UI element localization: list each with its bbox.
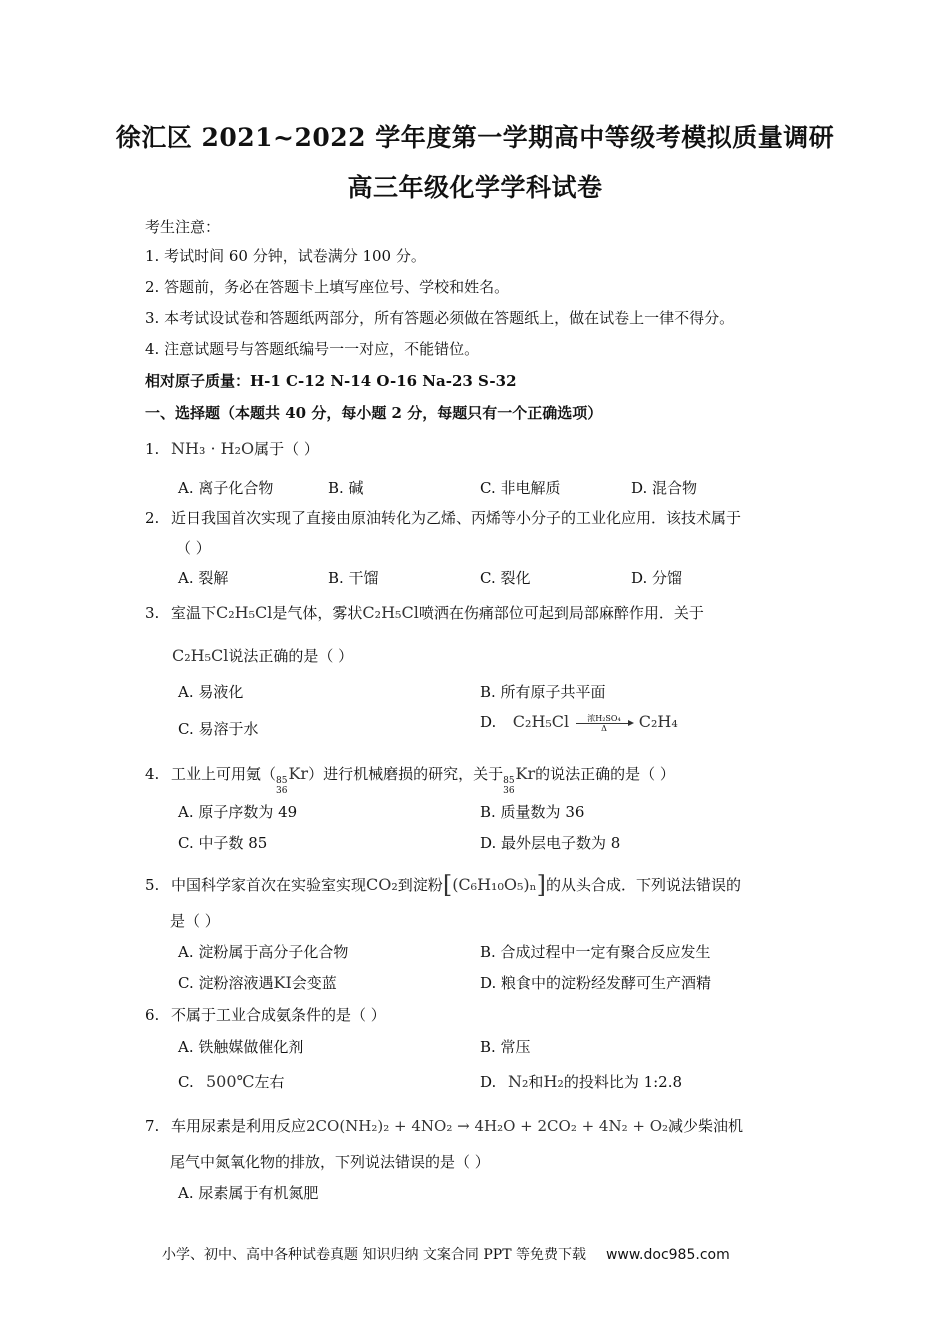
question-number: 3. bbox=[145, 604, 160, 622]
arrow-icon bbox=[576, 723, 632, 724]
formula: (C₆H₁₀O₅)ₙ bbox=[452, 875, 537, 894]
element-symbol: Kr bbox=[515, 764, 536, 783]
option-text: 左右 bbox=[254, 1073, 285, 1091]
question-4 bbox=[145, 763, 675, 796]
notice-item: 2. 答题前，务必在答题卡上填写座位号、学校和姓名。 bbox=[145, 278, 510, 296]
question-number: 7. bbox=[145, 1117, 160, 1135]
option-b: B. 质量数为 36 bbox=[480, 803, 585, 821]
question-stem: 的说法正确的是（ ） bbox=[535, 765, 675, 783]
question-6 bbox=[145, 1004, 386, 1025]
option-a: A. 裂解 bbox=[178, 569, 229, 587]
formula: C₂H₅Cl bbox=[512, 712, 570, 731]
option-c: C. 易溶于水 bbox=[178, 720, 259, 738]
option-text: 的投料比为 1:2.8 bbox=[563, 1073, 683, 1091]
formula: H₂ bbox=[543, 1072, 564, 1091]
reaction-equation: 2CO(NH₂)₂ + 4NO₂ → 4H₂O + 2CO₂ + 4N₂ + O₂ bbox=[306, 1117, 669, 1135]
option-b: B. 常压 bbox=[480, 1038, 531, 1056]
question-number: 1. bbox=[145, 440, 160, 458]
option-a: A. 淀粉属于高分子化合物 bbox=[178, 943, 349, 961]
exam-title-line2: 高三年级化学学科试卷 bbox=[347, 173, 603, 202]
formula: C₂H₄ bbox=[638, 712, 678, 731]
option-label: D. bbox=[480, 713, 497, 731]
option-d: D. 分馏 bbox=[631, 569, 683, 587]
isotope-notation bbox=[276, 776, 287, 796]
question-stem: 属于（ ） bbox=[254, 440, 319, 458]
question-stem: 室温下 bbox=[171, 604, 217, 622]
atomic-number: 36 bbox=[503, 786, 515, 796]
section-heading: 一、选择题（本题共 40 分，每小题 2 分，每题只有一个正确选项） bbox=[145, 404, 603, 422]
question-3 bbox=[145, 602, 704, 623]
option-a: A. 离子化合物 bbox=[178, 479, 274, 497]
arrow-condition-top: 浓H₂SO₄ bbox=[587, 713, 621, 723]
question-number: 4. bbox=[145, 765, 160, 783]
option-text: 会变蓝 bbox=[291, 974, 337, 992]
option-label: D. bbox=[480, 1073, 497, 1091]
formula: CO₂ bbox=[366, 875, 398, 894]
option-d: D. 混合物 bbox=[631, 479, 698, 497]
option-b: B. 合成过程中一定有聚合反应发生 bbox=[480, 943, 711, 961]
option-text: C. 淀粉溶液遇 bbox=[178, 974, 274, 992]
option-d bbox=[480, 1071, 682, 1092]
notice-item: 3. 本考试设试卷和答题纸两部分，所有答题必须做在答题纸上，做在试卷上一律不得分。 bbox=[145, 309, 735, 327]
question-7 bbox=[145, 1115, 743, 1136]
question-5 bbox=[145, 871, 741, 899]
option-b: B. 干馏 bbox=[328, 569, 379, 587]
question-stem: 车用尿素是利用反应 bbox=[171, 1117, 307, 1135]
option-a: A. 易液化 bbox=[178, 683, 244, 701]
option-c bbox=[178, 972, 337, 993]
element-symbol: Kr bbox=[288, 764, 309, 783]
option-c: C. 非电解质 bbox=[480, 479, 561, 497]
option-b: B. 所有原子共平面 bbox=[480, 683, 606, 701]
question-stem-cont: 尾气中氮氧化物的排放，下列说法错误的是（ ） bbox=[170, 1153, 490, 1171]
formula: C₂H₅Cl bbox=[362, 603, 419, 622]
question-stem: 不属于工业合成氨条件的是（ ） bbox=[171, 1006, 386, 1024]
option-d: D. 最外层电子数为 8 bbox=[480, 834, 621, 852]
question-stem: 近日我国首次实现了直接由原油转化为乙烯、丙烯等小分子的工业化应用．该技术属于 bbox=[171, 509, 742, 527]
notice-item: 1. 考试时间 60 分钟，试卷满分 100 分。 bbox=[145, 247, 426, 265]
question-stem: ）进行机械磨损的研究，关于 bbox=[308, 765, 504, 783]
footer-text: 小学、初中、高中各种试卷真题 知识归纳 文案合同 PPT 等免费下载 bbox=[162, 1247, 586, 1263]
formula: NH₃ · H₂O bbox=[171, 439, 255, 458]
notice-item: 4. 注意试题号与答题纸编号一一对应，不能错位。 bbox=[145, 340, 480, 358]
question-stem-cont: 是（ ） bbox=[170, 912, 220, 930]
question-number: 2. bbox=[145, 509, 160, 527]
formula: N₂ bbox=[508, 1072, 529, 1091]
option-c bbox=[178, 1071, 284, 1092]
formula: C₂H₅Cl bbox=[172, 646, 229, 665]
arrow-condition-bottom: Δ bbox=[601, 723, 607, 733]
question-stem: 减少柴油机 bbox=[668, 1117, 744, 1135]
option-d bbox=[480, 712, 678, 733]
page-footer bbox=[162, 1244, 730, 1264]
atomic-number: 36 bbox=[276, 786, 288, 796]
formula: 500℃ bbox=[206, 1072, 255, 1091]
notice-heading: 考生注意： bbox=[145, 218, 221, 236]
question-stem: 是气体，雾状 bbox=[272, 604, 363, 622]
mass-number: 85 bbox=[276, 776, 288, 786]
question-stem: 的从头合成．下列说法错误的 bbox=[545, 876, 741, 894]
question-number: 6. bbox=[145, 1006, 160, 1024]
question-stem: 喷洒在伤痛部位可起到局部麻醉作用．关于 bbox=[418, 604, 704, 622]
question-1 bbox=[145, 438, 319, 459]
bracket-icon: ] bbox=[536, 871, 546, 899]
formula: KI bbox=[273, 973, 292, 992]
question-stem-cont bbox=[172, 645, 353, 666]
exam-title-line1: 徐汇区 2021~2022 学年度第一学期高中等级考模拟质量调研 bbox=[115, 123, 835, 152]
formula: C₂H₅Cl bbox=[216, 603, 273, 622]
isotope-notation bbox=[503, 776, 514, 796]
option-a: A. 原子序数为 49 bbox=[178, 803, 298, 821]
mass-number: 85 bbox=[503, 776, 515, 786]
question-stem-cont: （ ） bbox=[176, 539, 211, 557]
option-a: A. 尿素属于有机氮肥 bbox=[178, 1184, 319, 1202]
option-d: D. 粮食中的淀粉经发酵可生产酒精 bbox=[480, 974, 712, 992]
footer-url[interactable]: www.doc985.com bbox=[605, 1247, 730, 1263]
question-stem: 说法正确的是（ ） bbox=[228, 647, 354, 665]
question-2 bbox=[145, 507, 741, 528]
reaction-arrow bbox=[576, 714, 632, 733]
atomic-mass-line: 相对原子质量：H-1 C-12 N-14 O-16 Na-23 S-32 bbox=[145, 372, 517, 390]
option-c: C. 中子数 85 bbox=[178, 834, 268, 852]
option-b: B. 碱 bbox=[328, 479, 364, 497]
question-stem: 工业上可用氪（ bbox=[171, 765, 277, 783]
question-stem: 中国科学家首次在实验室实现 bbox=[171, 876, 367, 894]
option-a: A. 铁触媒做催化剂 bbox=[178, 1038, 304, 1056]
option-c: C. 裂化 bbox=[480, 569, 531, 587]
question-stem: 到淀粉 bbox=[397, 876, 443, 894]
option-label: C. bbox=[178, 1073, 194, 1091]
question-number: 5. bbox=[145, 876, 160, 894]
bracket-icon: [ bbox=[442, 871, 453, 899]
option-text: 和 bbox=[528, 1073, 544, 1091]
